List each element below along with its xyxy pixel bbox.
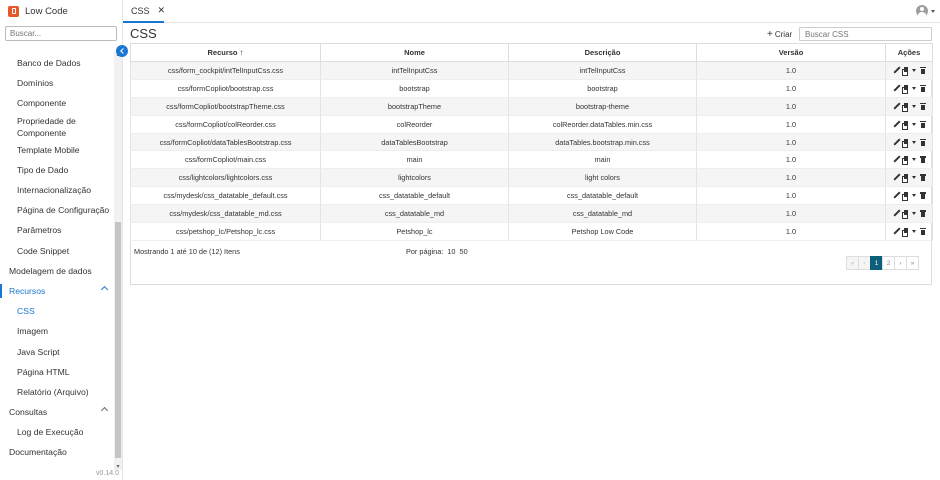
cell-descricao: dataTables.bootstrap.min.css (509, 133, 697, 151)
cell-descricao: light colors (509, 169, 697, 187)
cell-recurso: css/petshop_lc/Petshop_lc.css (131, 223, 321, 241)
per-page-option-10[interactable]: 10 (447, 247, 456, 256)
search-css-input[interactable] (799, 27, 932, 41)
cell-acoes (886, 62, 933, 80)
row-actions (886, 174, 932, 181)
sidebar-item-label: Java Script (17, 346, 60, 357)
row-actions (886, 103, 932, 110)
sidebar-item-label: Imagem (17, 326, 49, 337)
sidebar-nav (0, 53, 113, 463)
first-page-button[interactable]: « (846, 256, 859, 270)
cell-recurso: css/form_cockpit/intTelInputCss.css (131, 62, 321, 80)
copy-icon[interactable] (902, 174, 909, 181)
row-actions (886, 85, 932, 92)
dropdown-caret-icon[interactable] (912, 230, 916, 233)
css-table (130, 43, 933, 241)
sidebar-item-tipo-de-dado[interactable] (0, 160, 113, 180)
cell-descricao: Petshop Low Code (509, 223, 697, 241)
copy-icon[interactable] (902, 121, 909, 128)
page-1-button[interactable]: 1 (870, 256, 883, 270)
cell-recurso: css/mydesk/css_datatable_md.css (131, 205, 321, 223)
dropdown-caret-icon[interactable] (912, 158, 916, 161)
sidebar-item-documentacao[interactable] (0, 442, 113, 462)
row-actions (886, 121, 932, 128)
cell-nome: bootstrapTheme (321, 97, 509, 115)
edit-pencil-icon[interactable] (893, 174, 900, 181)
copy-icon[interactable] (902, 103, 909, 110)
close-tab-icon[interactable]: ✕ (157, 5, 166, 15)
cell-nome: css_datatable_default (321, 187, 509, 205)
page-title: CSS (130, 26, 157, 41)
table-row[interactable] (131, 223, 933, 241)
next-page-button[interactable]: › (894, 256, 907, 270)
per-page-label: Por página: (406, 247, 444, 256)
cell-nome: Petshop_lc (321, 223, 509, 241)
copy-icon[interactable] (902, 67, 909, 74)
cell-nome: intTelInputCss (321, 62, 509, 80)
cell-versao: 1.0 (697, 151, 886, 169)
column-header-recurso[interactable] (131, 44, 321, 62)
app-logo-icon (8, 6, 19, 17)
delete-trash-icon[interactable] (920, 174, 926, 181)
edit-pencil-icon[interactable] (893, 210, 900, 217)
copy-icon[interactable] (902, 192, 909, 199)
scrollbar-thumb[interactable] (115, 222, 121, 458)
cell-acoes (886, 133, 933, 151)
edit-pencil-icon[interactable] (893, 67, 900, 74)
table-row[interactable] (131, 205, 933, 223)
cell-versao: 1.0 (697, 115, 886, 133)
sidebar-item-modelagem-de-dados[interactable] (0, 261, 113, 281)
cell-nome: colReorder (321, 115, 509, 133)
cell-acoes (886, 223, 933, 241)
sidebar-item-label: Recursos (9, 285, 46, 296)
scroll-down-icon[interactable]: ▾ (116, 464, 120, 470)
sidebar-item-label: Code Snippet (17, 245, 70, 256)
chevron-up-icon (101, 407, 108, 414)
user-avatar[interactable] (916, 5, 928, 17)
table-row[interactable] (131, 115, 933, 133)
sidebar-item-label: Modelagem de dados (9, 265, 92, 276)
sidebar-item-imagem[interactable] (0, 321, 113, 341)
cell-versao: 1.0 (697, 62, 886, 80)
sidebar-item-label: Parâmetros (17, 225, 62, 236)
sidebar-item-label: Log de Execução (17, 427, 84, 438)
cell-recurso: css/formCopliot/bootstrap.css (131, 79, 321, 97)
cell-descricao: css_datatable_default (509, 187, 697, 205)
chevron-up-icon (101, 286, 108, 293)
copy-icon[interactable] (902, 210, 909, 217)
cell-versao: 1.0 (697, 79, 886, 97)
collapse-sidebar-button[interactable] (116, 45, 128, 57)
column-label: Versão (778, 48, 804, 57)
copy-icon[interactable] (902, 156, 909, 163)
sidebar-item-internacionalizacao[interactable] (0, 180, 113, 200)
cell-descricao: main (509, 151, 697, 169)
column-header-acoes (886, 44, 933, 62)
sidebar-scrollbar[interactable] (114, 52, 122, 470)
sidebar-item-css[interactable] (0, 301, 113, 321)
row-actions (886, 67, 932, 74)
copy-icon[interactable] (902, 139, 909, 146)
sidebar-item-template-mobile[interactable] (0, 140, 113, 160)
sidebar-item-label: Banco de Dados (17, 58, 81, 69)
cell-nome: bootstrap (321, 79, 509, 97)
cell-versao: 1.0 (697, 169, 886, 187)
cell-acoes (886, 115, 933, 133)
sidebar-item-label: Propriedade de Componente (17, 115, 76, 138)
cell-descricao: colReorder.dataTables.min.css (509, 115, 697, 133)
sidebar-item-recursos[interactable] (0, 281, 113, 301)
dropdown-caret-icon[interactable] (912, 194, 916, 197)
cell-descricao: bootstrap (509, 79, 697, 97)
tab-css[interactable] (123, 0, 164, 23)
sidebar-item-label: Internacionalização (17, 185, 92, 196)
plus-icon: + (767, 29, 773, 40)
dropdown-caret-icon[interactable] (912, 105, 916, 108)
user-menu-caret-icon[interactable] (931, 10, 935, 13)
sidebar-item-dominios[interactable] (0, 73, 113, 93)
row-actions (886, 156, 932, 163)
sidebar-item-label: Domínios (17, 78, 54, 89)
dropdown-caret-icon[interactable] (912, 176, 916, 179)
cell-descricao: intTelInputCss (509, 62, 697, 80)
prev-page-button[interactable]: ‹ (858, 256, 871, 270)
app-version: v0.14.0 (96, 470, 119, 477)
dropdown-caret-icon[interactable] (912, 69, 916, 72)
edit-pencil-icon[interactable] (893, 121, 900, 128)
edit-pencil-icon[interactable] (893, 156, 900, 163)
column-label: Descrição (584, 48, 621, 57)
sidebar-item-log-de-execucao[interactable] (0, 422, 113, 442)
row-actions (886, 210, 932, 217)
cell-acoes (886, 187, 933, 205)
delete-trash-icon[interactable] (920, 85, 926, 92)
row-actions (886, 192, 932, 199)
per-page-option-50[interactable]: 50 (459, 247, 468, 256)
tab-bar (123, 0, 940, 23)
cell-versao: 1.0 (697, 187, 886, 205)
edit-pencil-icon[interactable] (893, 192, 900, 199)
create-label: Criar (774, 30, 793, 39)
edit-pencil-icon[interactable] (893, 103, 900, 110)
table-header-row (131, 44, 933, 62)
cell-descricao: bootstrap-theme (509, 97, 697, 115)
sidebar-item-label: Página HTML (17, 366, 70, 377)
cell-acoes (886, 79, 933, 97)
column-header-descricao[interactable] (509, 44, 697, 62)
table-row[interactable] (131, 79, 933, 97)
cell-recurso: css/mydesk/css_datatable_default.css (131, 187, 321, 205)
delete-trash-icon[interactable] (920, 228, 926, 235)
edit-pencil-icon[interactable] (893, 139, 900, 146)
sidebar-item-label: Template Mobile (17, 144, 80, 155)
page-2-button[interactable]: 2 (882, 256, 895, 270)
cell-nome: lightcolors (321, 169, 509, 187)
table-info: Mostrando 1 até 10 de (12) Itens (134, 247, 240, 256)
delete-trash-icon[interactable] (920, 139, 926, 146)
sidebar-item-pagina-html[interactable] (0, 362, 113, 382)
delete-trash-icon[interactable] (920, 103, 926, 110)
table-row[interactable] (131, 187, 933, 205)
dropdown-caret-icon[interactable] (912, 87, 916, 90)
sidebar-item-pagina-de-configuracao[interactable] (0, 200, 113, 220)
sidebar-item-consultas[interactable] (0, 402, 113, 422)
edit-pencil-icon[interactable] (893, 85, 900, 92)
delete-trash-icon[interactable] (920, 121, 926, 128)
column-header-versao[interactable] (697, 44, 886, 62)
sidebar-item-propriedade-de-componente[interactable] (0, 114, 113, 140)
column-label: Ações (897, 48, 921, 57)
copy-icon[interactable] (902, 228, 909, 235)
sidebar-item-label: Tipo de Dado (17, 164, 69, 175)
cell-recurso: css/formCopliot/main.css (131, 151, 321, 169)
cell-recurso: css/formCopliot/dataTablesBootstrap.css (131, 133, 321, 151)
table-row[interactable] (131, 151, 933, 169)
sidebar-item-label: CSS (17, 306, 35, 317)
sidebar-item-relatorio-arquivo[interactable] (0, 382, 113, 402)
cell-acoes (886, 97, 933, 115)
sidebar-item-parametros[interactable] (0, 220, 113, 240)
sidebar-item-label: Componente (17, 98, 67, 109)
sidebar-item-label: Consultas (9, 407, 48, 418)
copy-icon[interactable] (902, 85, 909, 92)
sidebar-item-label: Documentação (9, 447, 67, 458)
cell-versao: 1.0 (697, 205, 886, 223)
table-row[interactable] (131, 97, 933, 115)
cell-nome: css_datatable_md (321, 205, 509, 223)
sidebar-item-componente[interactable] (0, 93, 113, 113)
sidebar-item-java-script[interactable] (0, 341, 113, 361)
cell-recurso: css/formCopliot/colReorder.css (131, 115, 321, 133)
column-header-nome[interactable] (321, 44, 509, 62)
cell-recurso: css/lightcolors/lightcolors.css (131, 169, 321, 187)
cell-acoes (886, 169, 933, 187)
column-label: Nome (404, 48, 425, 57)
sidebar-item-label: Relatório (Arquivo) (17, 386, 89, 397)
row-actions (886, 139, 932, 146)
cell-nome: dataTablesBootstrap (321, 133, 509, 151)
per-page-selector (404, 247, 468, 256)
dropdown-caret-icon[interactable] (912, 212, 916, 215)
cell-recurso: css/formCopliot/bootstrapTheme.css (131, 97, 321, 115)
table-row[interactable] (131, 62, 933, 80)
column-label: Recurso (207, 48, 238, 57)
sidebar-item-code-snippet[interactable] (0, 241, 113, 261)
create-button[interactable] (767, 29, 792, 40)
dropdown-caret-icon[interactable] (912, 123, 916, 126)
sidebar (0, 0, 123, 480)
row-actions (886, 228, 932, 235)
cell-nome: main (321, 151, 509, 169)
cell-versao: 1.0 (697, 223, 886, 241)
sidebar-item-banco-de-dados[interactable] (0, 53, 113, 73)
delete-trash-icon[interactable] (920, 192, 926, 199)
delete-trash-icon[interactable] (920, 67, 926, 74)
brand[interactable] (0, 0, 122, 22)
cell-descricao: css_datatable_md (509, 205, 697, 223)
sort-asc-icon: ↑ (239, 48, 244, 57)
pagination (847, 256, 919, 270)
edit-pencil-icon[interactable] (893, 228, 900, 235)
cell-acoes (886, 205, 933, 223)
last-page-button[interactable]: » (906, 256, 919, 270)
cell-versao: 1.0 (697, 97, 886, 115)
dropdown-caret-icon[interactable] (912, 141, 916, 144)
app-title: Low Code (25, 5, 68, 17)
cell-versao: 1.0 (697, 133, 886, 151)
sidebar-item-label: Página de Configuração (17, 205, 110, 216)
chevron-left-icon (120, 48, 126, 54)
cell-acoes (886, 151, 933, 169)
tab-label: CSS (131, 5, 150, 16)
css-table-card (130, 43, 932, 285)
sidebar-search-input[interactable] (5, 26, 117, 41)
delete-trash-icon[interactable] (920, 156, 926, 163)
table-row[interactable] (131, 133, 933, 151)
delete-trash-icon[interactable] (920, 210, 926, 217)
table-row[interactable] (131, 169, 933, 187)
